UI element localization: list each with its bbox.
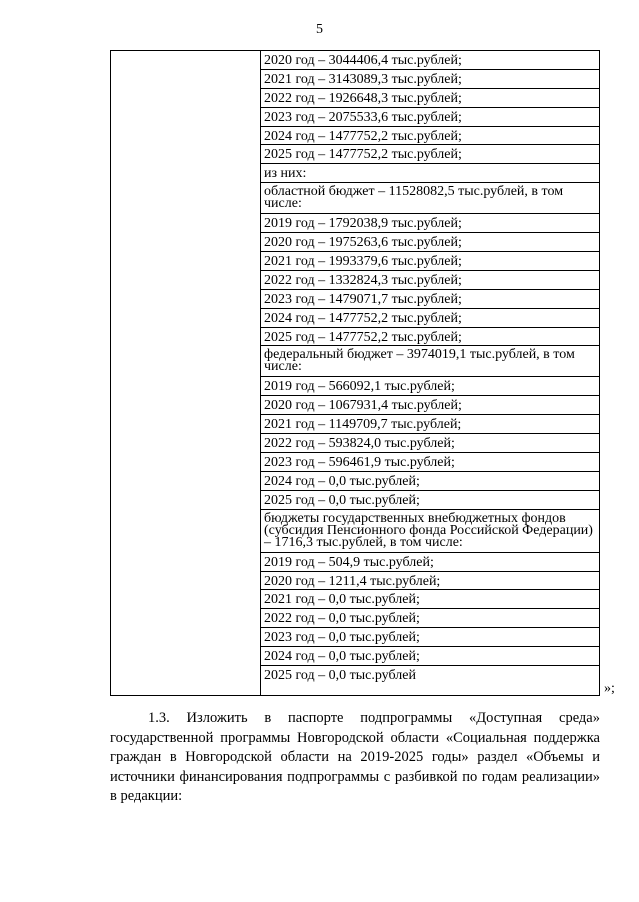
table-left-column xyxy=(111,51,261,695)
table-row: 2020 год – 1067931,4 тыс.рублей; xyxy=(261,396,599,415)
table-row: 2023 год – 0,0 тыс.рублей; xyxy=(261,628,599,647)
table-row: 2019 год – 566092,1 тыс.рублей; xyxy=(261,377,599,396)
financing-table xyxy=(110,50,600,696)
table-row: 2020 год – 1975263,6 тыс.рублей; xyxy=(261,233,599,252)
table-row: 2021 год – 0,0 тыс.рублей; xyxy=(261,590,599,609)
table-row: 2021 год – 3143089,3 тыс.рублей; xyxy=(261,70,599,89)
table-row: 2022 год – 1332824,3 тыс.рублей; xyxy=(261,271,599,290)
table-row: 2024 год – 0,0 тыс.рублей; xyxy=(261,472,599,491)
table-row: 2020 год – 1211,4 тыс.рублей; xyxy=(261,572,599,591)
table-row: 2020 год – 3044406,4 тыс.рублей; xyxy=(261,51,599,70)
table-row: 2024 год – 0,0 тыс.рублей; xyxy=(261,647,599,666)
table-row: 2019 год – 1792038,9 тыс.рублей; xyxy=(261,214,599,233)
table-row: 2022 год – 1926648,3 тыс.рублей; xyxy=(261,89,599,108)
table-right-column xyxy=(261,51,599,695)
table-row: 2021 год – 1993379,6 тыс.рублей; xyxy=(261,252,599,271)
table-row: 2025 год – 1477752,2 тыс.рублей; xyxy=(261,328,599,347)
table-row: федеральный бюджет – 3974019,1 тыс.рублей, в том числе: xyxy=(261,346,599,377)
table-row: 2022 год – 593824,0 тыс.рублей; xyxy=(261,434,599,453)
table-row: 2024 год – 1477752,2 тыс.рублей; xyxy=(261,127,599,146)
table-row: 2025 год – 0,0 тыс.рублей xyxy=(264,668,416,684)
body-paragraph: 1.3. Изложить в паспорте подпрограммы «Доступная среда» государственной программы Новгородской области «Социальная поддержка граждан в Новгородской области на 2019-2025 годы» раздел «Объемы и источники финансирования подпрограммы с разбивкой по годам реализации» в редакции: xyxy=(110,710,600,804)
table-row: 2023 год – 596461,9 тыс.рублей; xyxy=(261,453,599,472)
table-row: 2023 год – 2075533,6 тыс.рублей; xyxy=(261,108,599,127)
table-row: бюджеты государственных внебюджетных фондов (субсидия Пенсионного фонда Российской Федерации) – 1716,3 тыс.рублей, в том числе: xyxy=(261,510,599,553)
table-row: 2025 год – 1477752,2 тыс.рублей; xyxy=(261,145,599,164)
table-row: 2024 год – 1477752,2 тыс.рублей; xyxy=(261,309,599,328)
table-row: 2021 год – 1149709,7 тыс.рублей; xyxy=(261,415,599,434)
table-row: из них: xyxy=(261,164,599,183)
page-number: 5 xyxy=(316,22,323,37)
table-row: 2022 год – 0,0 тыс.рублей; xyxy=(261,609,599,628)
table-row: 2019 год – 504,9 тыс.рублей; xyxy=(261,553,599,572)
table-row: областной бюджет – 11528082,5 тыс.рублей, в том числе: xyxy=(261,183,599,214)
closing-quote-mark: »; xyxy=(604,681,615,696)
table-row: 2023 год – 1479071,7 тыс.рублей; xyxy=(261,290,599,309)
table-row: 2025 год – 0,0 тыс.рублей; xyxy=(261,491,599,510)
